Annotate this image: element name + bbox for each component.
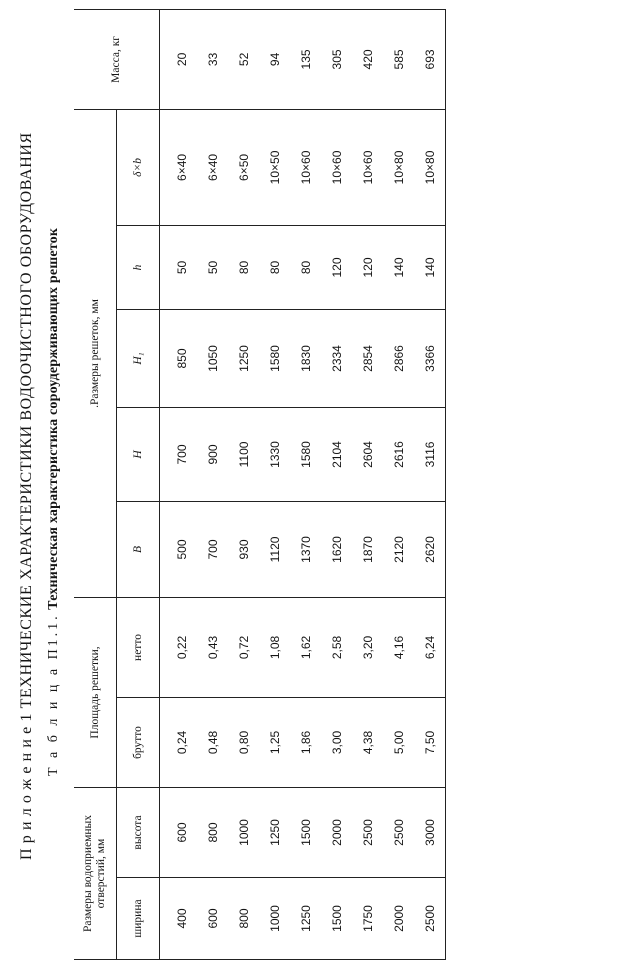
cell-b: 1870 — [352, 501, 383, 597]
cell-h1: 3366 — [414, 309, 446, 407]
cell-net: 0,43 — [197, 597, 228, 697]
cell-h-lower: 80 — [259, 225, 290, 309]
cell-h-upper: 2604 — [352, 407, 383, 501]
cell-h-lower: 50 — [197, 225, 228, 309]
table-row — [321, 9, 352, 959]
subheader-h-lower: h — [117, 225, 160, 309]
cell-height: 2500 — [352, 787, 383, 877]
cell-b: 700 — [197, 501, 228, 597]
cell-gross: 5,00 — [383, 697, 414, 787]
page-heading — [8, 0, 68, 972]
cell-delta-b: 6×40 — [197, 109, 228, 225]
cell-delta-b: 10×60 — [321, 109, 352, 225]
cell-height: 3000 — [414, 787, 446, 877]
cell-net: 0,22 — [160, 597, 198, 697]
cell-h-upper: 1580 — [290, 407, 321, 501]
cell-height: 600 — [160, 787, 198, 877]
cell-h-upper: 900 — [197, 407, 228, 501]
cell-net: 1,08 — [259, 597, 290, 697]
cell-mass: 420 — [352, 9, 383, 109]
cell-b: 500 — [160, 501, 198, 597]
cell-h-upper: 3116 — [414, 407, 446, 501]
table-row — [228, 9, 259, 959]
table-caption — [46, 228, 62, 776]
cell-b: 2620 — [414, 501, 446, 597]
table-row — [352, 9, 383, 959]
header-grate-dims: .Размеры решеток, мм — [74, 109, 117, 597]
cell-height: 1000 — [228, 787, 259, 877]
cell-delta-b: 6×50 — [228, 109, 259, 225]
cell-h1: 2334 — [321, 309, 352, 407]
table-label: Т а б л и ц а П1.1. — [46, 613, 61, 776]
cell-width: 1500 — [321, 878, 352, 960]
cell-h1: 2854 — [352, 309, 383, 407]
cell-gross: 4,38 — [352, 697, 383, 787]
cell-b: 1370 — [290, 501, 321, 597]
cell-gross: 7,50 — [414, 697, 446, 787]
cell-delta-b: 6×40 — [160, 109, 198, 225]
cell-net: 1,62 — [290, 597, 321, 697]
cell-width: 600 — [197, 878, 228, 960]
table-title: Техническая характеристика сороудерживающих решеток — [46, 227, 61, 610]
cell-height: 800 — [197, 787, 228, 877]
cell-h-upper: 2616 — [383, 407, 414, 501]
cell-b: 1620 — [321, 501, 352, 597]
cell-mass: 52 — [228, 9, 259, 109]
cell-h-lower: 50 — [160, 225, 198, 309]
cell-h-upper: 1330 — [259, 407, 290, 501]
cell-h-upper: 700 — [160, 407, 198, 501]
cell-height: 2000 — [321, 787, 352, 877]
cell-mass: 94 — [259, 9, 290, 109]
cell-h1: 1580 — [259, 309, 290, 407]
cell-mass: 20 — [160, 9, 198, 109]
table-row — [197, 9, 228, 959]
cell-width: 1000 — [259, 878, 290, 960]
cell-mass: 33 — [197, 9, 228, 109]
cell-mass: 135 — [290, 9, 321, 109]
cell-b: 1120 — [259, 501, 290, 597]
subheader-height: высота — [117, 787, 160, 877]
table-row — [259, 9, 290, 959]
cell-h1: 850 — [160, 309, 198, 407]
appendix-title: П р и л о ж е н и е 1 ТЕХНИЧЕСКИЕ ХАРАКТЕРИСТИКИ ВОДООЧИСТНОГО ОБОРУДОВАНИЯ — [18, 132, 35, 860]
cell-h-upper: 2104 — [321, 407, 352, 501]
table-row — [160, 9, 198, 959]
subheader-h-upper: H — [117, 407, 160, 501]
cell-height: 1500 — [290, 787, 321, 877]
cell-gross: 0,24 — [160, 697, 198, 787]
cell-h-lower: 120 — [352, 225, 383, 309]
table-row — [414, 9, 446, 959]
cell-height: 1250 — [259, 787, 290, 877]
cell-delta-b: 10×60 — [290, 109, 321, 225]
cell-h-lower: 140 — [414, 225, 446, 309]
cell-mass: 585 — [383, 9, 414, 109]
cell-width: 400 — [160, 878, 198, 960]
cell-h1: 1250 — [228, 309, 259, 407]
cell-gross: 0,48 — [197, 697, 228, 787]
header-openings: Размеры водоприемных отверстий, мм — [74, 787, 117, 959]
header-mass: Масса, кг — [74, 9, 160, 109]
cell-net: 3,20 — [352, 597, 383, 697]
cell-h1: 1830 — [290, 309, 321, 407]
cell-net: 4,16 — [383, 597, 414, 697]
cell-delta-b: 10×80 — [383, 109, 414, 225]
cell-width: 1250 — [290, 878, 321, 960]
cell-b: 930 — [228, 501, 259, 597]
table-row — [290, 9, 321, 959]
cell-net: 0,72 — [228, 597, 259, 697]
cell-h-lower: 120 — [321, 225, 352, 309]
subheader-b: B — [117, 501, 160, 597]
cell-h-lower: 140 — [383, 225, 414, 309]
subheader-net: нетто — [117, 597, 160, 697]
cell-h1: 2866 — [383, 309, 414, 407]
grates-table — [74, 9, 446, 960]
subheader-width: ширина — [117, 878, 160, 960]
cell-delta-b: 10×50 — [259, 109, 290, 225]
subheader-h1: H₁ — [117, 309, 160, 407]
cell-h-lower: 80 — [290, 225, 321, 309]
cell-width: 800 — [228, 878, 259, 960]
cell-gross: 3,00 — [321, 697, 352, 787]
cell-b: 2120 — [383, 501, 414, 597]
cell-h-lower: 80 — [228, 225, 259, 309]
cell-mass: 305 — [321, 9, 352, 109]
cell-gross: 1,86 — [290, 697, 321, 787]
cell-h1: 1050 — [197, 309, 228, 407]
cell-mass: 693 — [414, 9, 446, 109]
cell-height: 2500 — [383, 787, 414, 877]
cell-net: 6,24 — [414, 597, 446, 697]
cell-delta-b: 10×60 — [352, 109, 383, 225]
cell-width: 2000 — [383, 878, 414, 960]
header-area: Площадь решетки, — [74, 597, 117, 787]
subheader-gross: брутто — [117, 697, 160, 787]
table-row — [383, 9, 414, 959]
cell-net: 2,58 — [321, 597, 352, 697]
cell-h-upper: 1100 — [228, 407, 259, 501]
cell-gross: 1,25 — [259, 697, 290, 787]
subheader-delta-b: δ×b — [117, 109, 160, 225]
cell-width: 1750 — [352, 878, 383, 960]
cell-width: 2500 — [414, 878, 446, 960]
cell-delta-b: 10×80 — [414, 109, 446, 225]
cell-gross: 0,80 — [228, 697, 259, 787]
